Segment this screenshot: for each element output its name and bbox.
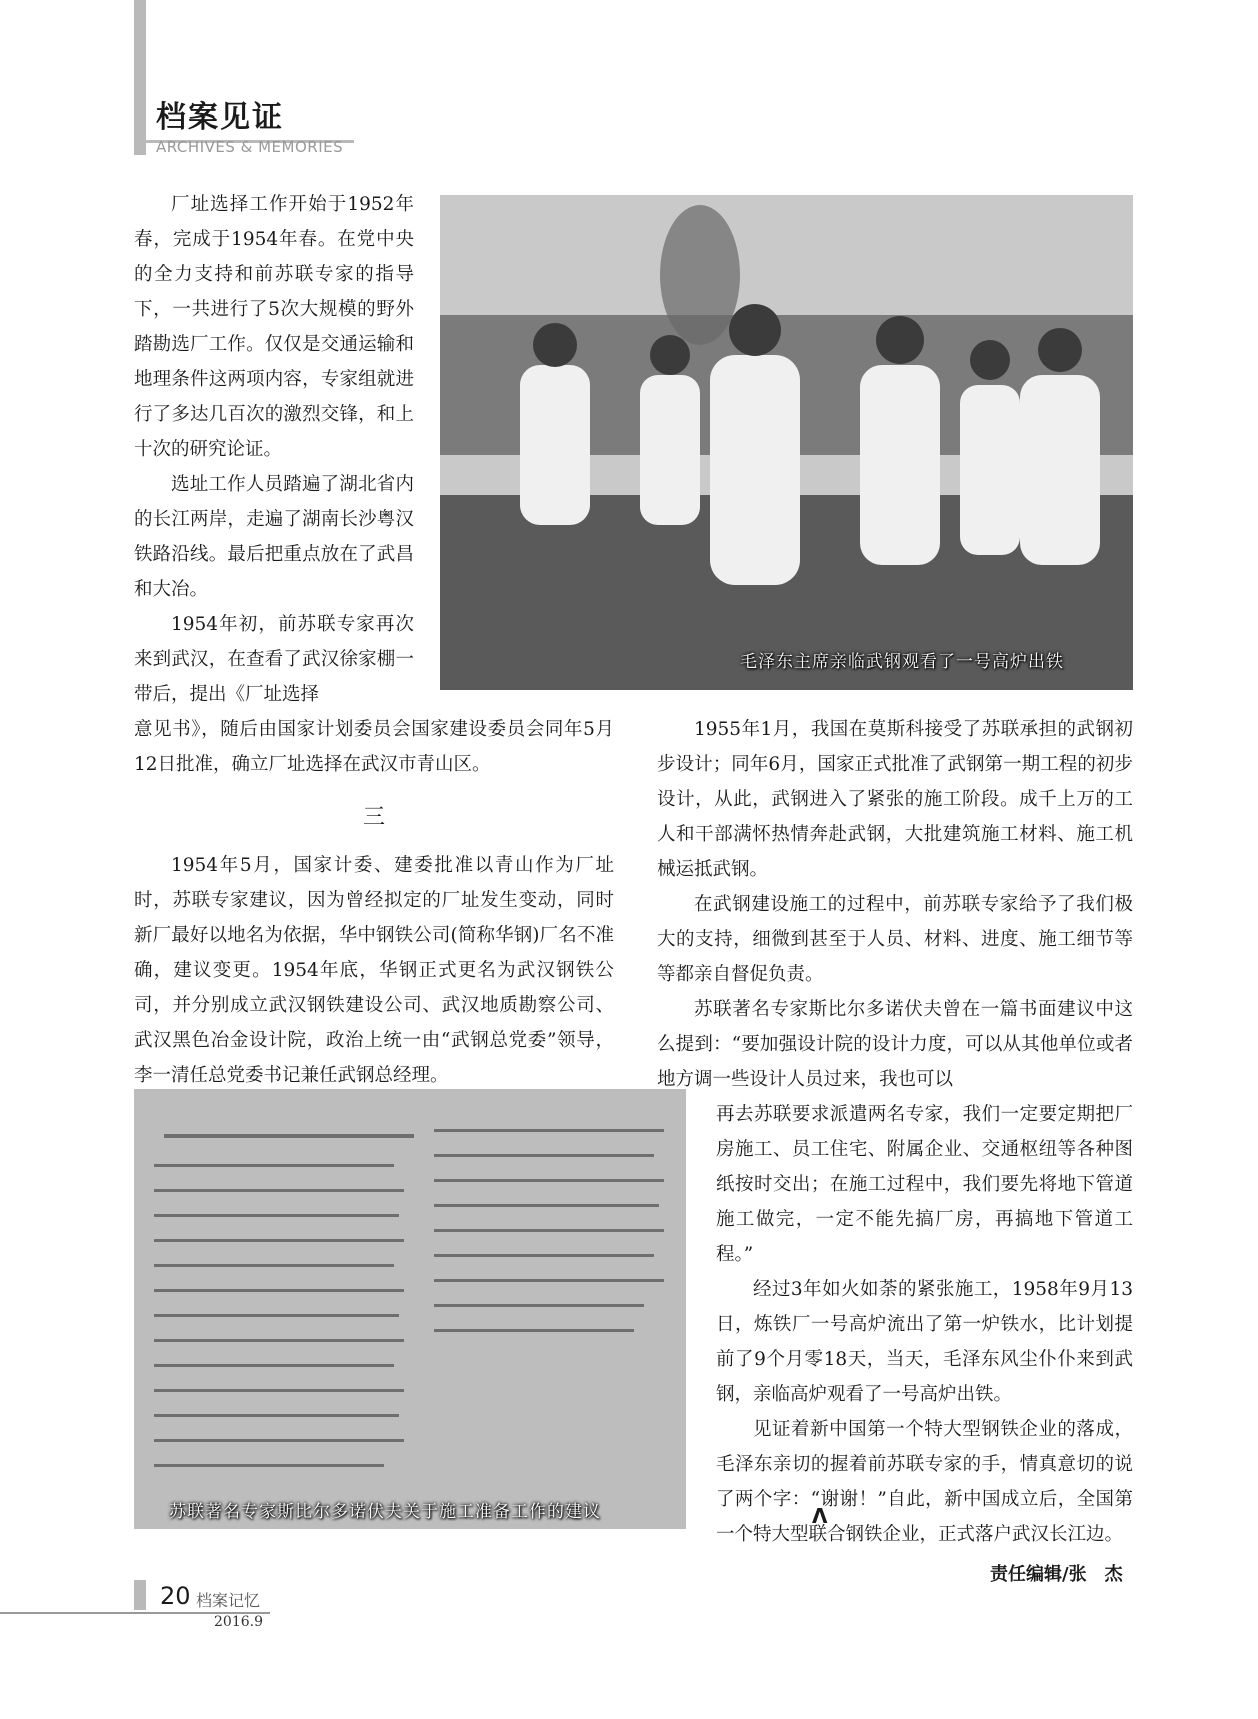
paragraph: 1954年5月，国家计委、建委批准以青山作为厂址时，苏联专家建议，因为曾经拟定的厂址发生变动，同时新厂最好以地名为依据，华中钢铁公司(简称华钢)厂名不准确，建议变更。1954年底，华钢正式更名为武汉钢铁公司，并分别成立武汉钢铁建设公司、武汉地质勘察公司、武汉黑色冶金设计院，政治上统一由“武钢总党委”领导，李一清任总党委书记兼任武钢总经理。 — [134, 855, 614, 1086]
paragraph: 在武钢建设施工的过程中，前苏联专家给予了我们极大的支持，细微到甚至于人员、材料、进度、施工细节等等都亲自督促负责。 — [657, 894, 1133, 985]
left-top-column — [134, 187, 414, 712]
photo-document — [134, 1089, 686, 1529]
photo-illustration — [440, 195, 1133, 690]
section-body — [134, 848, 614, 1093]
paragraph: 意见书》，随后由国家计划委员会国家建设委员会同年5月12日批准，确立厂址选择在武汉市青山区。 — [134, 719, 614, 775]
paragraph: 经过3年如火如荼的紧张施工，1958年9月13日，炼铁厂一号高炉流出了第一炉铁水，比计划提前了9个月零18天，当天，毛泽东风尘仆仆来到武钢，亲临高炉观看了一号高炉出铁。 — [716, 1279, 1133, 1405]
column-title: 档案见证 — [156, 100, 284, 135]
paragraph: 厂址选择工作开始于1952年春，完成于1954年春。在党中央的全力支持和前苏联专家的指导下，一共进行了5次大规模的野外踏勘选厂工作。仅仅是交通运输和地理条件这两项内容，专家组就进行了多达几百次的激烈交锋，和上十次的研究论证。 — [134, 194, 414, 460]
right-column — [657, 712, 1133, 1097]
page-number: 20 — [160, 1582, 191, 1610]
photo-mao-visit — [440, 195, 1133, 690]
column-subtitle: ARCHIVES & MEMORIES — [156, 138, 344, 156]
photo-caption: 苏联著名专家斯比尔多诺伏夫关于施工准备工作的建议 — [169, 1502, 601, 1522]
footer-accent-bar — [134, 1580, 146, 1610]
paragraph: 再去苏联要求派遣两名专家，我们一定要定期把厂房施工、员工住宅、附属企业、交通枢纽等各种图纸按时交出；在施工过程中，我们要先将地下管道施工做完，一定不能先搞厂房，再搞地下管道工程。” — [716, 1104, 1133, 1265]
magazine-name: 档案记忆 — [196, 1591, 261, 1610]
right-narrow-column — [716, 1097, 1133, 1552]
paragraph: 见证着新中国第一个特大型钢铁企业的落成，毛泽东亲切的握着前苏联专家的手，情真意切的说了两个字：“谢谢！”自此，新中国成立后，全国第一个特大型联合钢铁企业，正式落户武汉长江边。 — [716, 1419, 1133, 1545]
issue-date: 2016.9 — [214, 1614, 263, 1630]
photo-caption: 毛泽东主席亲临武钢观看了一号高炉出铁 — [740, 652, 1064, 672]
paragraph: 1954年初，前苏联专家再次来到武汉，在查看了武汉徐家棚一带后，提出《厂址选择 — [134, 614, 414, 705]
paragraph: 选址工作人员踏遍了湖北省内的长江两岸，走遍了湖南长沙粤汉铁路沿线。最后把重点放在了武昌和大冶。 — [134, 474, 414, 600]
paragraph: 苏联著名专家斯比尔多诺伏夫曾在一篇书面建议中这么提到：“要加强设计院的设计力度，可以从其他单位或者地方调一些设计人员过来，我也可以 — [657, 999, 1133, 1090]
editor-credit: 责任编辑/张 杰 — [990, 1564, 1123, 1585]
end-mark: Λ — [812, 1504, 828, 1528]
paragraph: 1955年1月，我国在莫斯科接受了苏联承担的武钢初步设计；同年6月，国家正式批准了武钢第一期工程的初步设计，从此，武钢进入了紧张的施工阶段。成千上万的工人和干部满怀热情奔赴武钢，大批建筑施工材料、施工机械运抵武钢。 — [657, 719, 1133, 880]
header-accent-bar — [134, 0, 146, 155]
document-illustration — [134, 1089, 686, 1529]
left-continuation — [134, 712, 614, 782]
section-number: 三 — [362, 805, 385, 830]
